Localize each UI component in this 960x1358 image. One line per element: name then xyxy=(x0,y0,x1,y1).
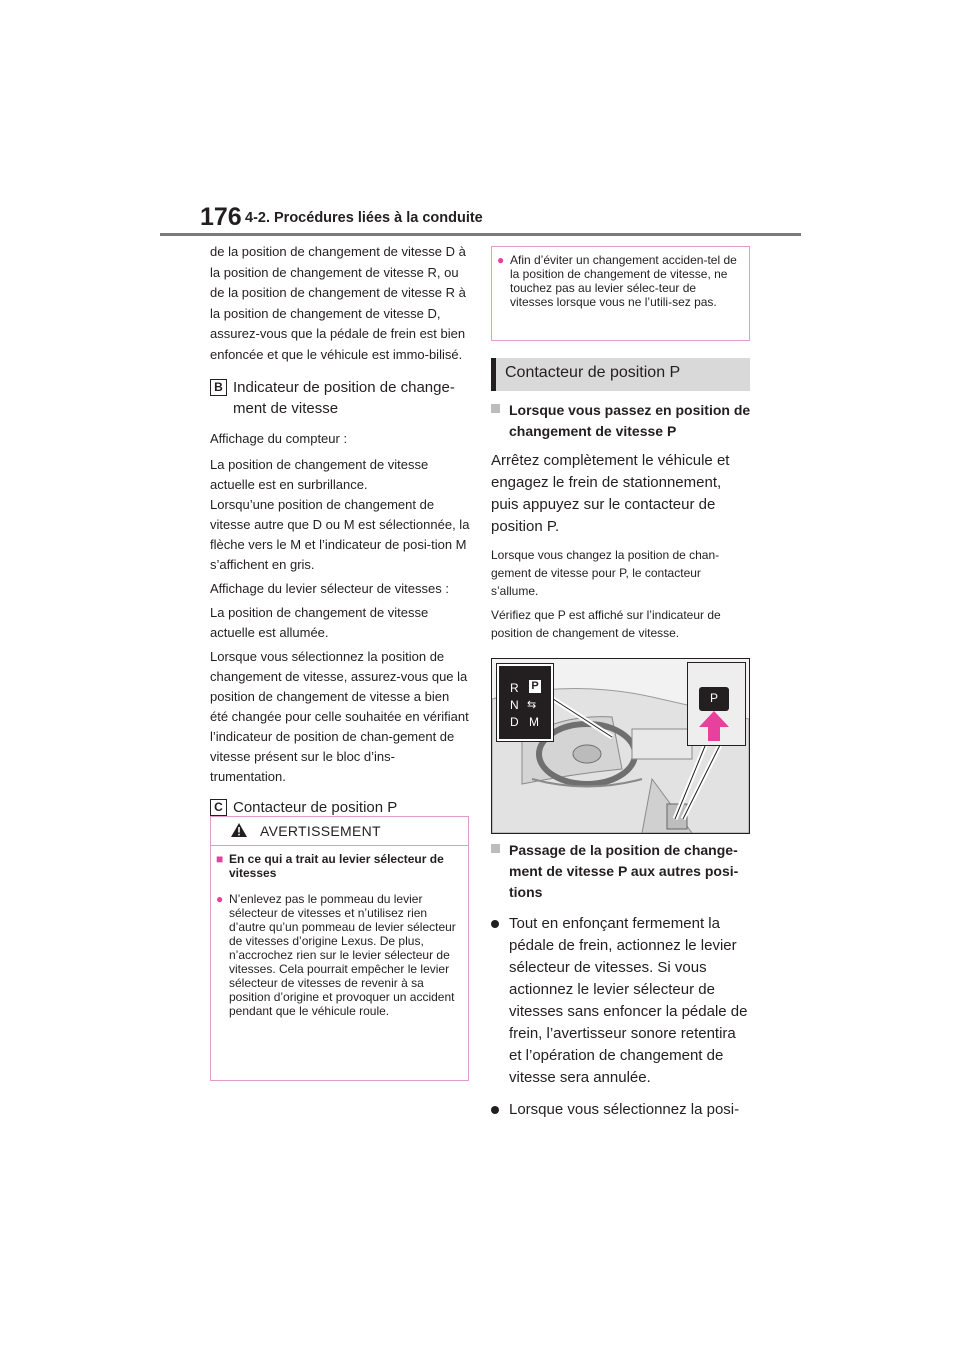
info-box xyxy=(491,246,750,341)
pink-square-icon: ■ xyxy=(216,852,224,866)
gray-square-icon xyxy=(491,404,500,413)
heading-passing-p-text: Lorsque vous passez en position de changement de vitesse P xyxy=(509,402,751,439)
bullet-dot-icon xyxy=(491,1106,499,1114)
page-number: 176 xyxy=(200,203,242,231)
warning-header xyxy=(211,817,468,846)
warning-title: AVERTISSEMENT xyxy=(260,823,381,839)
intro-paragraph: de la position de changement de vitesse D à la position de changement de vitesse R, ou de la position de changement de vitesse R à la position de changement de vitesse D, assurez-vous que la pédale de frein est bien enfoncée et que le véhicule est immo-bilisé. xyxy=(210,244,466,362)
heading-b xyxy=(210,377,470,419)
gauge-n: N xyxy=(510,698,519,712)
right-column xyxy=(491,400,751,642)
marker-b: B xyxy=(210,379,227,396)
info-item xyxy=(497,253,739,309)
warning-body xyxy=(211,846,468,1018)
heading-leaving-p xyxy=(491,840,751,903)
pink-dot-icon: ● xyxy=(497,253,505,267)
marker-c: C xyxy=(210,799,227,816)
bullet-item-text: Lorsque vous sélectionnez la posi- xyxy=(509,1101,740,1118)
b-paragraph-2: La position de changement de vitesse actuelle est en surbrillance. xyxy=(210,457,429,492)
warning-triangle-icon xyxy=(231,823,247,837)
right-column-lower xyxy=(491,840,751,1121)
heading-passing-p xyxy=(491,400,751,442)
gauge-callout xyxy=(497,664,553,741)
warning-heading-text: En ce qui a trait au levier sélecteur de vitesses xyxy=(229,852,444,880)
right-paragraph-3: Vérifiez que P est affiché sur l’indicateur de position de changement de vitesse. xyxy=(491,608,721,640)
section-band-title: Contacteur de position P xyxy=(505,364,681,381)
b-paragraph-5: La position de changement de vitesse actuelle est allumée. xyxy=(210,605,429,640)
section-band xyxy=(491,358,750,391)
b-paragraph-1: Affichage du compteur : xyxy=(210,431,348,446)
section-title: 4-2. Procédures liées à la conduite xyxy=(245,210,483,226)
b-paragraph-4: Affichage du levier sélecteur de vitesses : xyxy=(210,581,449,596)
bullet-item xyxy=(491,1099,751,1121)
right-paragraph-1: Arrêtez complètement le véhicule et engagez le frein de stationnement, puis appuyez sur le contacteur de position P. xyxy=(491,452,730,535)
warning-item-text: N’enlevez pas le pommeau du levier sélecteur de vitesses et n’utilisez rien d’autre qu’un pommeau de levier sélecteur de vitesses d’origine Lexus. De plus, n’accrochez rien sur le levier sélecteur de vitesses. Cela pourrait empêcher le levier sélecteur de vitesses de revenir à sa position d’origine et provoquer un accident pendant que le véhicule roule. xyxy=(229,892,456,1018)
p-switch-callout xyxy=(687,662,746,746)
right-paragraph-2: Lorsque vous changez la position de chan-gement de vitesse pour P, le contacteur s’allume. xyxy=(491,548,720,598)
bullet-item xyxy=(491,913,751,1089)
bullet-item-text: Tout en enfonçant fermement la pédale de frein, actionnez le levier sélecteur de vitesses. Si vous actionnez le levier sélecteur de vitesses sans enfoncer la pédale de frein, l’avertisseur sonore retentira et l’opération de changement de vitesse sera annulée. xyxy=(509,915,748,1086)
heading-b-line2: ment de vitesse xyxy=(233,400,339,417)
bullet-dot-icon xyxy=(491,920,499,928)
warning-item xyxy=(216,892,458,1018)
warning-box xyxy=(210,816,469,1081)
gauge-arrow-icon: ⇆ xyxy=(527,699,537,711)
header-rule xyxy=(160,233,801,236)
warning-heading xyxy=(216,852,458,880)
gray-square-icon xyxy=(491,844,500,853)
gauge-r: R xyxy=(510,681,519,695)
pink-dot-icon: ● xyxy=(216,892,224,906)
gauge-p: P xyxy=(529,680,541,693)
gauge-d: D xyxy=(510,715,519,729)
b-paragraph-3: Lorsqu’une position de changement de vitesse autre que D ou M est sélectionnée, la flèche vers le M et l’indicateur de posi-tion M s’affichent en gris. xyxy=(210,497,470,572)
heading-b-line1: Indicateur de position de change- xyxy=(233,379,455,396)
dashboard-illustration xyxy=(491,658,750,834)
b-paragraph-6: Lorsque vous sélectionnez la position de changement de vitesse, assurez-vous que la position de changement de vitesse a bien été changée pour celle souhaitée en vérifiant l’indicateur de position de chan-gement de vitesse présent sur le bloc d’ins-trumentation. xyxy=(210,649,469,784)
pink-arrow-icon xyxy=(699,711,729,741)
p-switch-button xyxy=(699,687,729,711)
left-column xyxy=(210,242,470,818)
gauge-m: M xyxy=(529,715,539,729)
info-text: Afin d’éviter un changement acciden-tel de la position de changement de vitesse, ne touchez pas au levier sélec-teur de vitesses lorsque vous ne l’utili-sez pas. xyxy=(510,253,737,309)
p-switch-label: P xyxy=(709,691,718,705)
heading-c xyxy=(210,797,470,818)
heading-leaving-p-text: Passage de la position de change-ment de vitesse P aux autres posi-tions xyxy=(509,842,739,900)
heading-c-label: Contacteur de position P xyxy=(233,799,398,816)
